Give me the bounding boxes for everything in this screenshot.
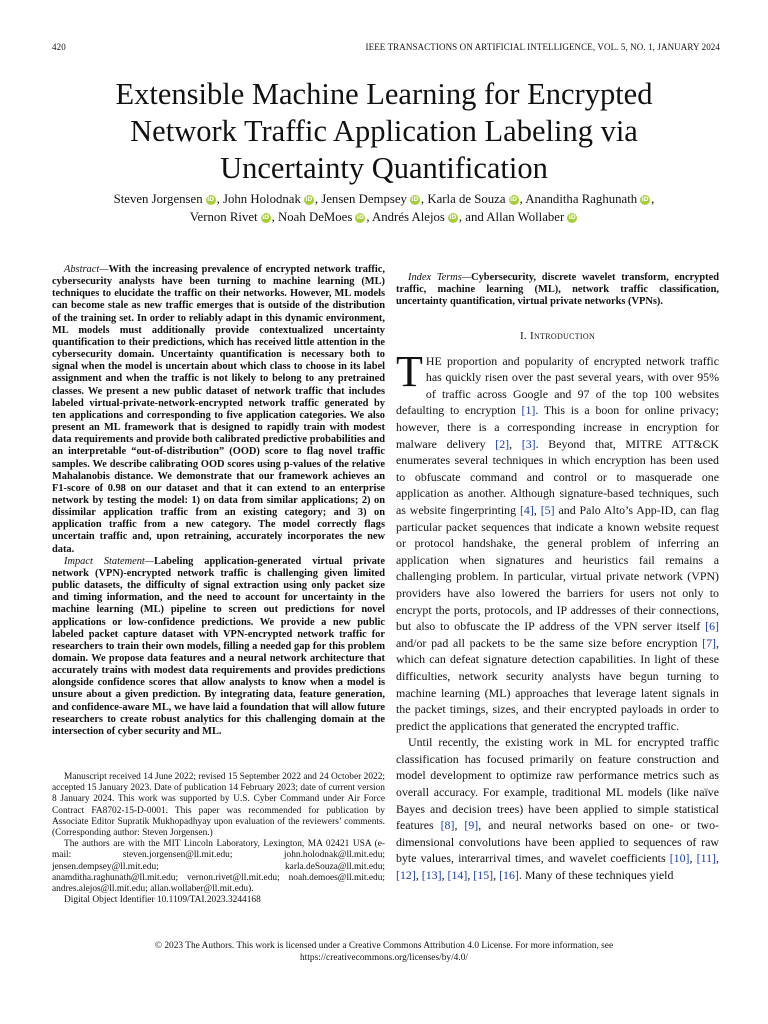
citation-link[interactable]: [1] bbox=[521, 403, 536, 418]
author-list bbox=[60, 190, 708, 226]
orcid-icon[interactable]: iD bbox=[207, 196, 215, 203]
license-url[interactable]: https://creativecommons.org/licenses/by/4.0/ bbox=[299, 953, 469, 963]
paragraph-text: . This is a boon for online privacy; however, there is a corresponding increase in encryption for malware delivery bbox=[396, 403, 719, 451]
impact-text: Labeling application-generated virtual private network (VPN)-encrypted network traffic is challenging given limited public datasets, the difficulty of signal extraction using only packet size and timing information, and the need to account for uncertainty in the machine learning (ML) pipeline to screen out predictions for novel applications or low-confidence predictions. We provide a new public labeled packet capture dataset with VPN-encrypted network traffic for researchers to train their own models, filling a needed gap for this problem domain. We propose data features and a neural network architecture that accurately trains with modest data requirements and provides predictions alongside confidence scores that allow analysts to know when a model is unsure about a given prediction. By integrating data, feature generation, and confidence-aware ML, we have laid a foundation that will allow future researchers to create robust analytics for this challenging domain at the intersection of cyber security and ML. bbox=[52, 555, 385, 737]
paragraph-text: , bbox=[454, 818, 465, 833]
paragraph-text: , which can defeat signature detection capabilities. In light of these difficulties, network security analysts have begun turning to machine learning (ML) approaches that leverage latent signals in the packet timings, sizes, and their encrypted payloads in order to predict the applications that generated the encrypted traffic. bbox=[396, 635, 719, 733]
author-separator: , bbox=[519, 192, 526, 206]
citation-link[interactable]: [11] bbox=[696, 851, 716, 866]
paragraph-text: and/or pad all packets to be the same size before encryption bbox=[396, 635, 703, 650]
author-name: Karla de Souza bbox=[427, 192, 506, 206]
license-notice bbox=[60, 940, 708, 964]
citation-link[interactable]: [9] bbox=[464, 818, 479, 833]
intro-paragraph-1 bbox=[396, 346, 719, 735]
citation-link[interactable]: [15] bbox=[473, 868, 494, 883]
right-column bbox=[396, 264, 719, 884]
paragraph-text: , bbox=[509, 436, 522, 451]
author-name: Steven Jorgensen bbox=[113, 192, 203, 206]
footnote-manuscript: Manuscript received 14 June 2022; revised 15 September 2022 and 24 October 2022; accepted 15 January 2023. Date of publication 14 February 2023; date of current version 8 January 2024. This work was supported by U.S. Cyber Command under Air Force Contract FA8702-15-D-0001. This paper was recommended for publication by Associate Editor Supratik Mukhopadhyay upon evaluation of the reviewers’ comments. (Corresponding author: Steven Jorgensen.) bbox=[52, 772, 385, 839]
abstract-label: Abstract— bbox=[64, 264, 109, 275]
paragraph-text: , and neural networks based on one- or two-dimensional convolutions have been applied to sequences of raw byte values, interarrival times, and wavelet coefficients bbox=[396, 818, 720, 866]
paragraph-text: , bbox=[716, 851, 719, 866]
paragraph-text: . Many of these techniques yield bbox=[518, 868, 674, 883]
citation-link[interactable]: [4] bbox=[519, 502, 534, 517]
citation-link[interactable]: [16] bbox=[499, 868, 519, 883]
paragraph-text: , bbox=[441, 868, 448, 883]
index-terms bbox=[396, 272, 719, 308]
paragraph-text: , bbox=[689, 851, 697, 866]
intro-p1-body bbox=[396, 346, 719, 733]
orcid-icon[interactable]: iD bbox=[262, 214, 270, 221]
author-separator: , and bbox=[458, 210, 487, 224]
citation-link[interactable]: [13] bbox=[421, 868, 442, 883]
paragraph-text: HE proportion and popularity of encrypted network traffic has quickly risen over the past several years, with over 95% of traffic across Google and 97 of the top 100 websites defaulting to encryption bbox=[396, 353, 719, 418]
abstract-text: With the increasing prevalence of encrypted network traffic, cybersecurity analysts have been turning to machine learning (ML) techniques to elucidate the traffic on their networks. However, ML models can become stale as new traffic emerges that is outside of the distribution of the training set. In order to reliably adapt in this dynamic environment, ML models must additionally provide contextualized uncertainty quantification to their predictions, which has received little attention in the cybersecurity domain. Uncertainty quantification is necessary both to signal when the model is uncertain about which class to choose in its label assignment and when the traffic is not likely to belong to any pretrained classes. We present a new public dataset of network traffic that includes labeled virtual-private-network-encrypted network traffic generated by ten applications and corresponding to five application categories. We also present an ML framework that is designed to rapidly train with modest data requirements and provide both calibrated predictive probabilities and an interpretable “out-of-distribution” (OOD) score to flag novel traffic samples. We describe calibrating OOD scores using p-values of the relative Mahalanobis distance. We demonstrate that our framework achieves an F1-score of 0.98 on our dataset and that it can extend to an enterprise network by testing the model: 1) on data from similar applications; 2) on dissimilar application traffic from an existing category; and 3) on application traffic from a new category. The model correctly flags uncertain traffic and, upon retraining, accurately incorporates the new data. bbox=[52, 264, 385, 555]
paragraph-text: , bbox=[415, 868, 422, 883]
paragraph-text: , bbox=[467, 868, 474, 883]
citation-link[interactable]: [5] bbox=[540, 502, 555, 517]
paragraph-text: . Beyond that, MITRE ATT&CK enumerates several techniques in which encryption has been used to obfuscate command and control or to masquerade one application as another. Although signature-based techniques, such as website fingerprinting bbox=[396, 436, 719, 517]
orcid-icon[interactable]: iD bbox=[568, 214, 576, 221]
paragraph-text: , bbox=[533, 502, 541, 517]
page-number: 420 bbox=[52, 42, 66, 52]
left-column bbox=[52, 264, 385, 738]
citation-link[interactable]: [2] bbox=[495, 436, 510, 451]
orcid-icon[interactable]: iD bbox=[305, 196, 313, 203]
citation-link[interactable]: [10] bbox=[669, 851, 690, 866]
paper-title: Extensible Machine Learning for Encrypted Network Traffic Application Labeling via Uncertainty Quantification bbox=[115, 77, 653, 185]
author-name: Andrés Alejos bbox=[372, 210, 445, 224]
orcid-icon[interactable]: iD bbox=[356, 214, 364, 221]
footnote-affiliation: The authors are with the MIT Lincoln Laboratory, Lexington, MA 02421 USA (e-mail: steven.jorgensen@ll.mit.edu; john.holodnak@ll.mit.edu; jensen.dempsey@ll.mit.edu; karla.deSouza@ll.mit.edu; anamditha.raghunath@ll.mit.edu; vernon.rivet@ll.mit.edu; noah.demoes@ll.mit.edu; andres.alejos@ll.mit.edu; allan.wollaber@ll.mit.edu). bbox=[52, 839, 385, 895]
section-title: Introduction bbox=[530, 330, 596, 343]
author-name: Noah DeMoes bbox=[278, 210, 353, 224]
author-name: Jensen Dempsey bbox=[321, 192, 407, 206]
paragraph-text: Until recently, the existing work in ML for encrypted traffic classification has focused primarily on feature construction and model development to optimize raw performance metrics such as overall accuracy. For example, traditional ML models (like naïve Bayes and decision trees) have been applied to simple statistical features bbox=[396, 735, 719, 833]
citation-link[interactable]: [12] bbox=[396, 868, 416, 883]
drop-cap: T bbox=[396, 346, 423, 396]
section-heading bbox=[396, 330, 719, 342]
author-separator: , bbox=[216, 192, 224, 206]
author-name: Vernon Rivet bbox=[189, 210, 258, 224]
orcid-icon[interactable]: iD bbox=[641, 196, 649, 203]
citation-link[interactable]: [6] bbox=[705, 619, 719, 634]
impact-statement bbox=[52, 556, 385, 738]
author-separator: , bbox=[366, 210, 373, 224]
paragraph-text: , bbox=[493, 868, 500, 883]
author-name: John Holodnak bbox=[223, 192, 301, 206]
footnote-doi: Digital Object Identifier 10.1109/TAI.2023.3244168 bbox=[64, 895, 261, 906]
author-separator: , bbox=[271, 210, 279, 224]
index-terms-label: Index Terms— bbox=[408, 272, 472, 283]
paragraph-text: and Palo Alto’s App-ID, can flag particular packet sequences that indicate a known website request or protocol handshake, the general problem of inferring an application when signatures and heuristics fail remains a challenging problem. In particular, virtual private network (VPN) providers have also lowered the barriers for users not only to encrypt the ports, protocols, and IP addresses of their connections, but also to obfuscate the IP address of the VPN server itself bbox=[396, 502, 719, 634]
section-number: I. bbox=[519, 330, 527, 343]
citation-link[interactable]: [8] bbox=[440, 818, 455, 833]
author-name: Allan Wollaber bbox=[486, 210, 565, 224]
impact-label: Impact Statement— bbox=[64, 555, 155, 567]
journal-header: IEEE TRANSACTIONS ON ARTIFICIAL INTELLIGENCE, VOL. 5, NO. 1, JANUARY 2024 bbox=[365, 42, 720, 52]
citation-link[interactable]: [14] bbox=[447, 868, 468, 883]
license-line-1: © 2023 The Authors. This work is licensed under a Creative Commons Attribution 4.0 License. For more information, see bbox=[154, 941, 614, 951]
citation-link[interactable]: [7] bbox=[702, 635, 717, 650]
orcid-icon[interactable]: iD bbox=[509, 196, 518, 203]
abstract bbox=[52, 264, 385, 556]
author-separator: , bbox=[420, 192, 428, 206]
orcid-icon[interactable]: iD bbox=[411, 196, 419, 203]
index-terms-text: Cybersecurity, discrete wavelet transform, encrypted traffic, machine learning (ML), network traffic classification, uncertainty quantification, virtual private networks (VPNs). bbox=[396, 272, 719, 308]
citation-link[interactable]: [3] bbox=[521, 436, 536, 451]
author-separator: , bbox=[314, 192, 322, 206]
orcid-icon[interactable]: iD bbox=[449, 214, 457, 221]
footnotes bbox=[52, 772, 385, 906]
author-name: Ananditha Raghunath bbox=[525, 192, 638, 206]
author-separator: , bbox=[651, 192, 655, 206]
intro-paragraph-2 bbox=[396, 734, 719, 883]
